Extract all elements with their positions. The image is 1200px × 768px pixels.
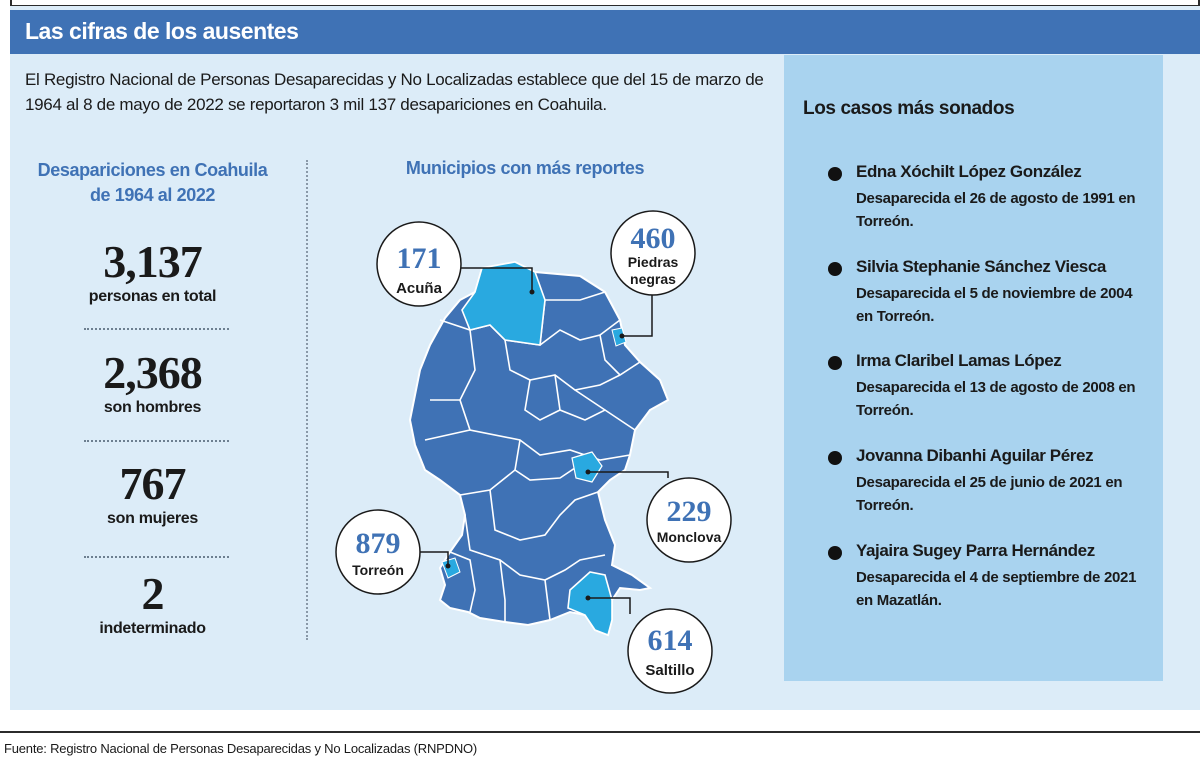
stat-label: indeterminado	[99, 620, 206, 637]
bullet-icon	[828, 451, 842, 465]
case-name: Silvia Stephanie Sánchez Viesca	[856, 257, 1106, 276]
stat-label: son mujeres	[107, 510, 198, 527]
case-description: Desaparecida el 13 de agosto de 2008 en Torreón.	[856, 379, 1136, 419]
callout-value: 879	[355, 527, 401, 560]
callout-piedras-negras	[611, 211, 695, 295]
callout-value: 171	[396, 242, 442, 275]
case-description: Desaparecida el 4 de septiembre de 2021 en Mazatlán.	[856, 569, 1137, 609]
stats-heading	[20, 158, 285, 208]
callout-label: Torreón	[352, 562, 404, 578]
stats-heading-line2: de 1964 al 2022	[89, 185, 216, 205]
stat-undetermined	[20, 570, 285, 638]
callout-value: 229	[666, 495, 712, 528]
stat-label: son hombres	[103, 399, 202, 416]
bullet-icon	[828, 167, 842, 181]
callout-label-line2: negras	[630, 271, 676, 287]
stat-value: 2,368	[103, 347, 202, 398]
bullet-icon	[828, 262, 842, 276]
stat-divider	[84, 556, 229, 558]
cases-title: Los casos más sonados	[803, 98, 1015, 119]
map-heading: Municipios con más reportes	[405, 158, 645, 178]
stat-men	[20, 349, 285, 417]
callout-torreon	[336, 510, 420, 594]
case-description: Desaparecida el 5 de noviembre de 2004 en Torreón.	[856, 285, 1133, 325]
stat-women	[20, 460, 285, 528]
callout-label: Acuña	[396, 280, 442, 297]
callout-saltillo	[628, 609, 712, 693]
stat-value: 3,137	[103, 236, 202, 287]
case-description: Desaparecida el 25 de junio de 2021 en Torreón.	[856, 474, 1123, 514]
stat-total	[20, 238, 285, 306]
case-name: Jovanna Dibanhi Aguilar Pérez	[856, 446, 1094, 465]
stat-divider	[84, 440, 229, 442]
callout-label: Saltillo	[645, 662, 695, 679]
callout-value: 460	[630, 222, 676, 255]
bullet-icon	[828, 356, 842, 370]
page-title: Las cifras de los ausentes	[25, 18, 299, 44]
case-description: Desaparecida el 26 de agosto de 1991 en Torreón.	[856, 190, 1136, 230]
callout-label-line1: Piedras	[627, 254, 679, 270]
case-name: Irma Claribel Lamas López	[856, 351, 1062, 370]
bullet-icon	[828, 546, 842, 560]
stat-label: personas en total	[88, 288, 217, 305]
callout-value: 614	[647, 624, 693, 657]
case-name: Yajaira Sugey Parra Hernández	[856, 541, 1095, 560]
column-divider	[306, 160, 308, 640]
coahuila-map	[320, 190, 790, 700]
stat-divider	[84, 328, 229, 330]
stat-value: 767	[119, 458, 186, 509]
callout-monclova	[647, 478, 731, 562]
stat-value: 2	[141, 568, 164, 619]
source-note: Fuente: Registro Nacional de Personas Desaparecidas y No Localizadas (RNPDNO)	[4, 741, 478, 756]
footer-divider	[0, 731, 1200, 733]
case-name: Edna Xóchilt López González	[856, 162, 1082, 181]
callout-label: Monclova	[656, 529, 722, 545]
intro-paragraph: El Registro Nacional de Personas Desaparecidas y No Localizadas establece que del 15 de marzo de 1964 al 8 de mayo de 2022 se reportaron 3 mil 137 desapariciones en Coahuila.	[25, 70, 764, 114]
stats-heading-line1: Desapariciones en Coahuila	[37, 160, 268, 180]
callout-acuna	[377, 222, 461, 306]
